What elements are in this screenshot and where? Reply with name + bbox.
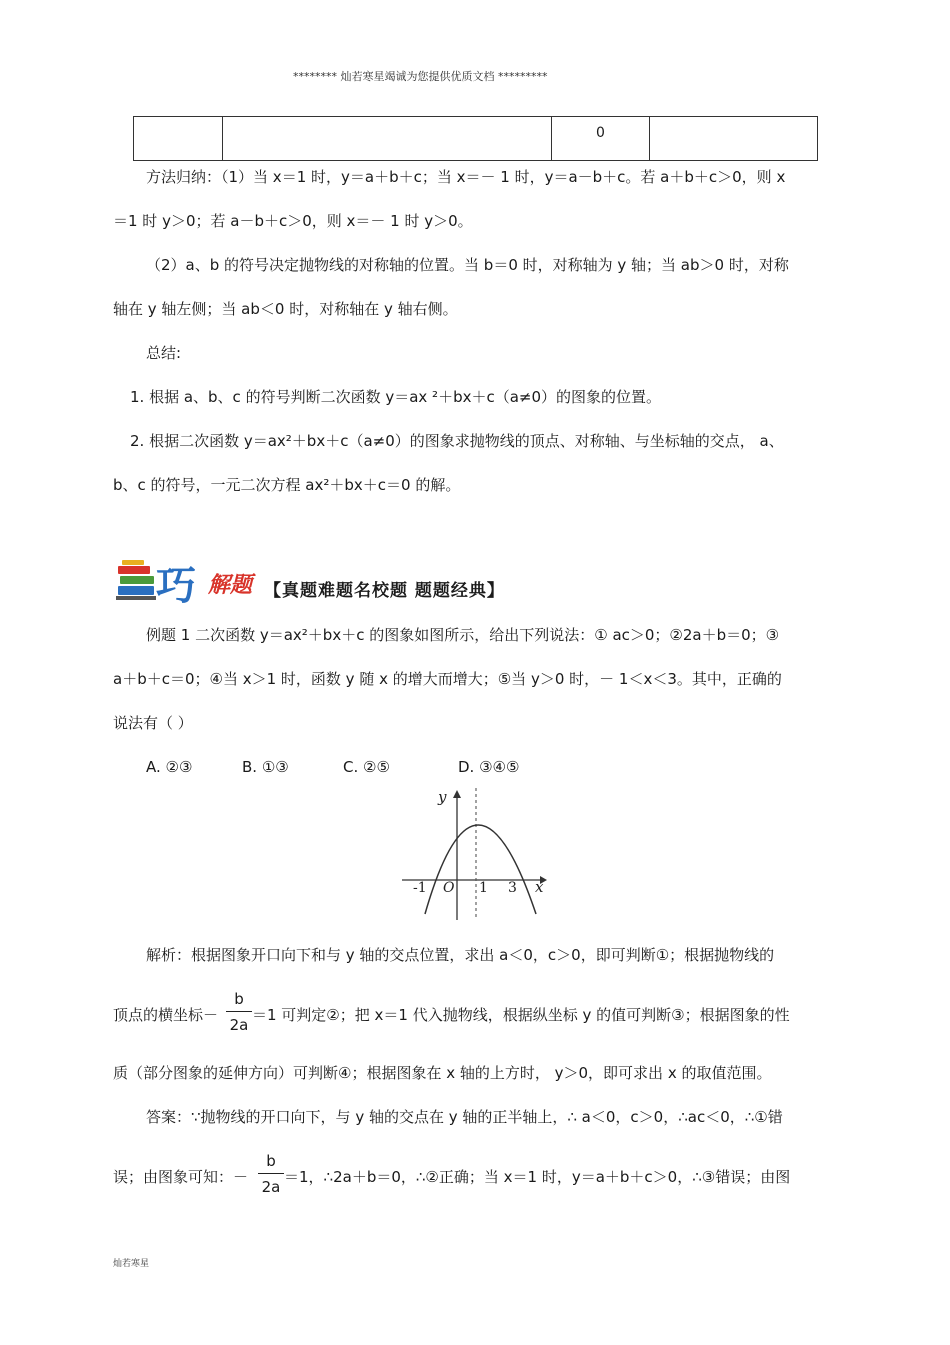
- example-line-3: 说法有（ ）: [113, 714, 193, 732]
- banner-char-qiao: 巧: [156, 562, 196, 609]
- parabola-graph: [398, 786, 548, 921]
- option-b: B. ①③: [242, 758, 289, 776]
- method-line-4: 轴在 y 轴左侧；当 ab＜0 时，对称轴在 y 轴右侧。: [113, 300, 458, 318]
- analysis-line-2-suffix: ＝1 可判定②；把 x＝1 代入抛物线，根据纵坐标 y 的值可判断③；根据图象的性: [252, 1006, 790, 1024]
- example-line-1: 例题 1 二次函数 y＝ax²＋bx＋c 的图象如图所示，给出下列说法：① ac＞0；②2a＋b＝0；③: [146, 626, 780, 644]
- banner-char-jieti: 解题: [208, 572, 253, 598]
- section-banner: [116, 556, 505, 609]
- option-d: D. ③④⑤: [458, 758, 520, 776]
- banner-caption: 【真题难题名校题 题题经典】: [264, 581, 505, 601]
- method-line-3: （2）a、b 的符号决定抛物线的对称轴的位置。当 b＝0 时，对称轴为 y 轴；当 ab＞0 时，对称: [146, 256, 789, 274]
- table-cell: [134, 117, 223, 161]
- y-axis-label: y: [438, 788, 447, 806]
- summary-item-2-cont: b、c 的符号，一元二次方程 ax²＋bx＋c＝0 的解。: [113, 476, 461, 494]
- summary-item-2: 2. 根据二次函数 y＝ax²＋bx＋c（a≠0）的图象求抛物线的顶点、对称轴、与坐标轴的交点， a、: [130, 432, 784, 450]
- page-header: ******** 灿若寒星竭诚为您提供优质文档 *********: [293, 70, 548, 83]
- analysis-line-1: 解析：根据图象开口向下和与 y 轴的交点位置，求出 a＜0，c＞0，即可判断①；根据抛物线的: [146, 946, 775, 964]
- fraction-denominator: 2a: [261, 1178, 281, 1196]
- method-line-1: 方法归纳：（1）当 x＝1 时，y＝a＋b＋c；当 x＝－ 1 时，y＝a－b＋c。若 a＋b＋c＞0，则 x: [146, 168, 786, 186]
- analysis-line-3: 质（部分图象的延伸方向）可判断④；根据图象在 x 轴的上方时， y＞0，即可求出 x 的取值范围。: [113, 1064, 772, 1082]
- value-table: [133, 116, 818, 161]
- fraction-bar: [258, 1173, 284, 1174]
- option-c: C. ②⑤: [343, 758, 390, 776]
- tick-label-1: 1: [479, 880, 488, 896]
- fraction-bar: [226, 1011, 252, 1012]
- summary-item-1: 1. 根据 a、b、c 的符号判断二次函数 y＝ax ²＋bx＋c（a≠0）的图象的位置。: [130, 388, 662, 406]
- table-row: [134, 117, 818, 161]
- summary-title: 总结:: [146, 344, 182, 362]
- origin-label: O: [443, 880, 455, 896]
- option-a: A. ②③: [146, 758, 193, 776]
- fraction-numerator: b: [266, 1152, 276, 1170]
- analysis-line-2-prefix: 顶点的横坐标－: [113, 1006, 219, 1024]
- answer-line-1: 答案：∵抛物线的开口向下，与 y 轴的交点在 y 轴的正半轴上，∴ a＜0，c＞0，∴ac＜0，∴①错: [146, 1108, 783, 1126]
- fraction-denominator: 2a: [229, 1016, 249, 1034]
- page-footer: 灿若寒星: [113, 1259, 150, 1269]
- tick-label-neg1: -1: [413, 880, 427, 896]
- x-axis-label: x: [535, 878, 544, 896]
- tick-label-3: 3: [508, 880, 517, 896]
- table-cell: [223, 117, 552, 161]
- y-axis-arrow: [453, 790, 461, 798]
- table-cell: 0: [552, 117, 650, 161]
- answer-line-2-prefix: 误；由图象可知：－: [113, 1168, 249, 1186]
- table-cell: [650, 117, 818, 161]
- answer-line-2-suffix: ＝1，∴2a＋b＝0，∴②正确；当 x＝1 时，y＝a＋b＋c＞0，∴③错误；由图: [284, 1168, 791, 1186]
- parabola-curve: [425, 825, 536, 914]
- example-line-2: a＋b＋c＝0；④当 x＞1 时，函数 y 随 x 的增大而增大；⑤当 y＞0 时，－ 1＜x＜3。其中，正确的: [113, 670, 782, 688]
- method-line-2: ＝1 时 y＞0；若 a－b＋c＞0，则 x＝－ 1 时 y＞0。: [113, 212, 473, 230]
- fraction-numerator: b: [234, 990, 244, 1008]
